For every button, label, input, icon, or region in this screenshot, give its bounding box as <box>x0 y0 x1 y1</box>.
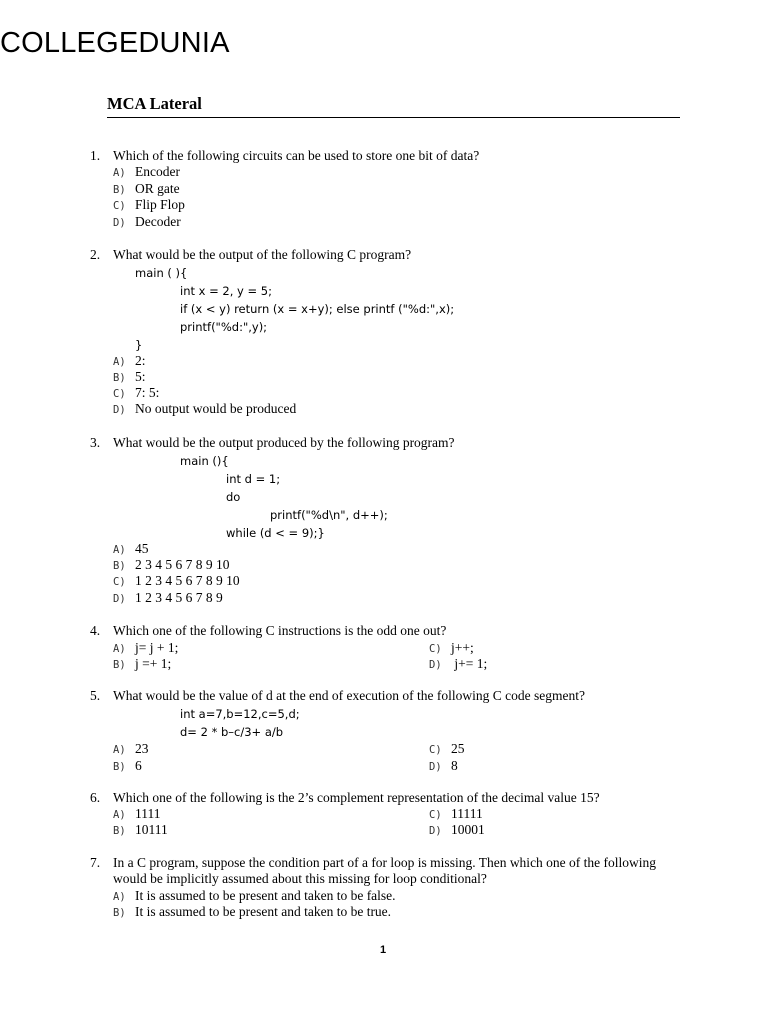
option-text: j++; <box>451 640 474 655</box>
option-a <box>113 741 149 758</box>
option-text: 2: <box>135 353 146 368</box>
option-label: A) <box>113 744 126 756</box>
option-label: A) <box>113 809 126 821</box>
option-text: 25 <box>451 741 465 756</box>
option-text: OR gate <box>135 181 180 196</box>
option-text: 6 <box>135 758 142 773</box>
question-number: 6. <box>90 790 101 805</box>
code-line: printf("%d\n", d++); <box>270 508 388 522</box>
option-text: 23 <box>135 741 149 756</box>
option-label: C) <box>113 200 126 212</box>
option-text: No output would be produced <box>135 401 297 416</box>
option-label: C) <box>113 576 126 588</box>
question-text-continued: would be implicitly assumed about this missing for loop conditional? <box>113 871 487 886</box>
option-c <box>429 640 474 657</box>
option-label: A) <box>113 167 126 179</box>
option-text: Encoder <box>135 164 180 179</box>
option-a <box>113 888 396 905</box>
option-label: A) <box>113 544 126 556</box>
option-label: B) <box>113 184 126 196</box>
option-text: 1 2 3 4 5 6 7 8 9 10 <box>135 573 240 588</box>
option-a <box>113 806 161 823</box>
option-c <box>429 806 483 823</box>
code-line: while (d < = 9);} <box>226 526 325 540</box>
option-text: 8 <box>451 758 458 773</box>
question-text: Which of the following circuits can be used to store one bit of data? <box>113 148 480 163</box>
option-text: It is assumed to be present and taken to be false. <box>135 888 396 903</box>
code-line: do <box>226 490 241 504</box>
option-text: j= j + 1; <box>135 640 179 655</box>
option-text: j+= 1; <box>451 656 488 671</box>
title-rule <box>107 117 680 118</box>
question-text: Which one of the following C instructions is the odd one out? <box>113 623 447 638</box>
option-label: A) <box>113 643 126 655</box>
question-number: 2. <box>90 247 101 262</box>
code-line: main (){ <box>180 454 229 468</box>
question-text: What would be the output produced by the following program? <box>113 435 455 450</box>
option-b <box>113 904 391 921</box>
option-text: 11111 <box>451 806 483 821</box>
option-b <box>113 758 142 775</box>
option-label: D) <box>429 761 442 773</box>
option-b <box>113 822 168 839</box>
option-b <box>113 557 230 574</box>
question-text: What would be the output of the following C program? <box>113 247 412 262</box>
option-text: It is assumed to be present and taken to be true. <box>135 904 392 919</box>
page-number: 1 <box>380 944 387 956</box>
code-line: d= 2 * b–c/3+ a/b <box>180 725 284 739</box>
option-text: 5: <box>135 369 146 384</box>
option-c <box>113 197 185 214</box>
option-a <box>113 353 146 370</box>
option-text: Flip Flop <box>135 197 185 212</box>
option-d <box>429 758 458 775</box>
option-text: 1 2 3 4 5 6 7 8 9 <box>135 590 223 605</box>
option-label: B) <box>113 907 126 919</box>
option-label: B) <box>113 372 126 384</box>
option-label: B) <box>113 560 126 572</box>
option-text: 7: 5: <box>135 385 160 400</box>
question-number: 1. <box>90 148 101 163</box>
question-text: Which one of the following is the 2’s complement representation of the decimal value 15? <box>113 790 600 805</box>
option-text: 2 3 4 5 6 7 8 9 10 <box>135 557 230 572</box>
option-a <box>113 164 180 181</box>
option-b <box>113 656 171 673</box>
option-text: 10111 <box>135 822 168 837</box>
option-label: D) <box>113 593 126 605</box>
code-line: if (x < y) return (x = x+y); else printf ("%d:",x); <box>180 302 455 316</box>
code-line: } <box>135 338 143 352</box>
option-label: C) <box>429 643 442 655</box>
option-label: C) <box>429 744 442 756</box>
option-b <box>113 369 146 386</box>
code-line: main ( ){ <box>135 266 188 280</box>
option-label: D) <box>113 404 126 416</box>
code-line: int x = 2, y = 5; <box>180 284 272 298</box>
option-label: B) <box>113 825 126 837</box>
option-d <box>113 214 181 231</box>
option-c <box>429 741 465 758</box>
option-d <box>113 590 223 607</box>
option-label: D) <box>429 659 442 671</box>
option-label: C) <box>113 388 126 400</box>
question-text: In a C program, suppose the condition part of a for loop is missing. Then which one of the following <box>113 855 657 870</box>
option-c <box>113 573 240 590</box>
option-label: C) <box>429 809 442 821</box>
option-d <box>429 822 485 839</box>
question-number: 5. <box>90 688 101 703</box>
option-text: j =+ 1; <box>135 656 172 671</box>
option-label: A) <box>113 891 126 903</box>
option-d <box>113 401 296 418</box>
option-a <box>113 541 149 558</box>
option-text: 1111 <box>135 806 161 821</box>
option-c <box>113 385 159 402</box>
question-number: 3. <box>90 435 101 450</box>
question-number: 4. <box>90 623 101 638</box>
option-label: A) <box>113 356 126 368</box>
question-number: 7. <box>90 855 101 870</box>
code-line: printf("%d:",y); <box>180 320 268 334</box>
option-a <box>113 640 178 657</box>
option-b <box>113 181 180 198</box>
option-text: 10001 <box>451 822 485 837</box>
option-label: B) <box>113 761 126 773</box>
option-label: D) <box>113 217 126 229</box>
option-label: D) <box>429 825 442 837</box>
option-label: B) <box>113 659 126 671</box>
code-line: int d = 1; <box>226 472 281 486</box>
brand-logo-text: COLLEGEDUNIA <box>0 27 230 59</box>
code-line: int a=7,b=12,c=5,d; <box>180 707 300 721</box>
page-title: MCA Lateral <box>107 94 202 113</box>
question-text: What would be the value of d at the end of execution of the following C code segment? <box>113 688 585 703</box>
option-text: 45 <box>135 541 149 556</box>
option-d <box>429 656 487 673</box>
option-text: Decoder <box>135 214 181 229</box>
